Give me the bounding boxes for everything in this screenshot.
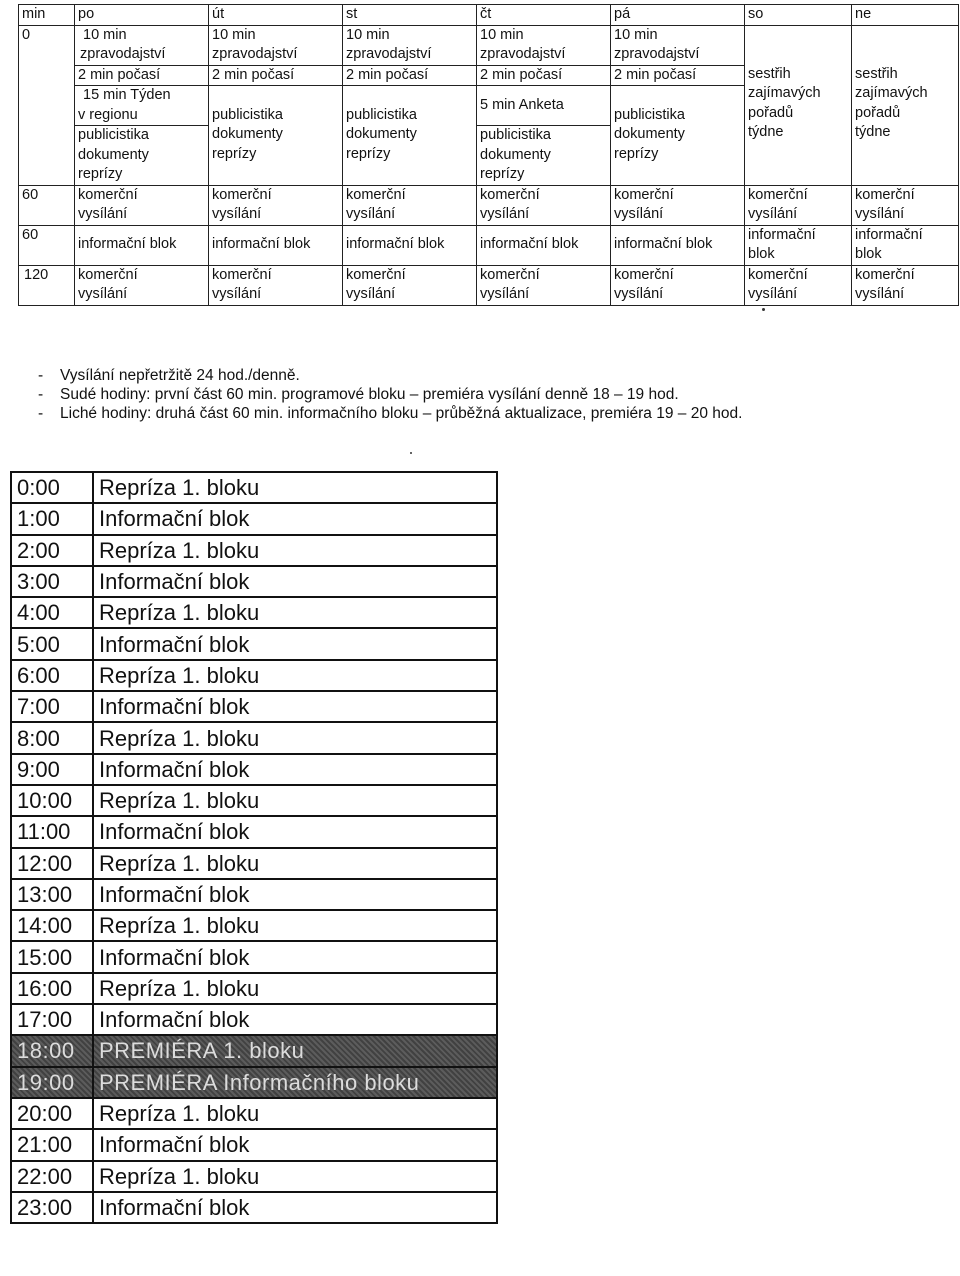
publicistika: publicistika <box>614 106 685 123</box>
commercial-cell <box>611 265 745 305</box>
schedule-time: 18:00 <box>11 1035 93 1066</box>
info-block-cell <box>745 225 852 265</box>
cell-pa-block <box>611 25 745 185</box>
commercial-line2: vysílání <box>855 206 905 222</box>
schedule-label: Informační blok <box>93 754 497 785</box>
weather: 2 min počasí <box>209 66 342 87</box>
news-line1: 10 min <box>480 26 524 43</box>
schedule-label: Repríza 1. bloku <box>93 472 497 503</box>
commercial-cell <box>852 265 959 305</box>
schedule-label: Informační blok <box>93 503 497 534</box>
header-pa: pá <box>611 5 745 26</box>
schedule-label: Repríza 1. bloku <box>93 848 497 879</box>
schedule-time: 14:00 <box>11 910 93 941</box>
schedule-label: Repríza 1. bloku <box>93 535 497 566</box>
schedule-label: Informační blok <box>93 691 497 722</box>
commercial-line2: vysílání <box>614 286 664 302</box>
schedule-row <box>11 1161 497 1192</box>
grid-row-120-commercial <box>19 265 959 305</box>
schedule-row <box>11 566 497 597</box>
news-line2: zpravodajství <box>75 45 208 66</box>
scan-speck <box>410 452 412 454</box>
sestrih-line3: pořadů <box>748 104 794 121</box>
cell-so-block <box>745 25 852 185</box>
info-block-cell <box>852 225 959 265</box>
minute-cell <box>19 25 75 185</box>
commercial-line2: vysílání <box>748 206 798 222</box>
dok-line1: dokumenty <box>346 126 417 142</box>
schedule-row <box>11 785 497 816</box>
commercial-cell <box>477 265 611 305</box>
publicistika: publicistika <box>346 106 417 123</box>
cell-po-block <box>75 25 209 185</box>
schedule-label: Repríza 1. bloku <box>93 910 497 941</box>
schedule-time: 13:00 <box>11 879 93 910</box>
pubdok-line2: dokumenty <box>480 146 551 163</box>
schedule-time: 15:00 <box>11 941 93 972</box>
minute-cell: 60 <box>19 185 75 225</box>
schedule-row <box>11 472 497 503</box>
header-st: st <box>343 5 477 26</box>
commercial-line1: komerční <box>748 266 808 283</box>
sestrih-line2: zajímavých <box>748 85 821 101</box>
commercial-line2: vysílání <box>78 286 128 302</box>
schedule-label: Informační blok <box>93 628 497 659</box>
news-line2: zpravodajství <box>477 45 610 66</box>
schedule-label: Informační blok <box>93 879 497 910</box>
sestrih-line1: sestřih <box>855 65 898 82</box>
daily-schedule-body <box>11 472 497 1223</box>
schedule-row <box>11 910 497 941</box>
schedule-label: Repríza 1. bloku <box>93 1161 497 1192</box>
schedule-time: 11:00 <box>11 816 93 847</box>
cell-ct-block <box>477 25 611 185</box>
commercial-line2: vysílání <box>480 206 530 222</box>
commercial-line2: vysílání <box>212 286 262 302</box>
schedule-row <box>11 1192 497 1223</box>
region-line2: v regionu <box>75 106 208 127</box>
schedule-time: 2:00 <box>11 535 93 566</box>
cell-ne-block <box>852 25 959 185</box>
schedule-label: Repríza 1. bloku <box>93 722 497 753</box>
weather: 2 min počasí <box>611 66 744 87</box>
news-line2: zpravodajství <box>611 45 744 66</box>
commercial-line1: komerční <box>480 266 540 283</box>
schedule-row <box>11 1129 497 1160</box>
cell-ut-block <box>209 25 343 185</box>
info-block-cell: informační blok <box>209 225 343 265</box>
commercial-line1: komerční <box>212 186 272 203</box>
schedule-time: 3:00 <box>11 566 93 597</box>
dok-line1: dokumenty <box>212 126 283 142</box>
news-line2: zpravodajství <box>209 45 342 66</box>
commercial-line2: vysílání <box>480 286 530 302</box>
schedule-row <box>11 722 497 753</box>
commercial-cell <box>75 185 209 225</box>
schedule-time: 12:00 <box>11 848 93 879</box>
schedule-row <box>11 535 497 566</box>
schedule-row <box>11 691 497 722</box>
info-line1: informační <box>855 226 923 243</box>
info-block-cell: informační blok <box>343 225 477 265</box>
dok-line2: reprízy <box>212 145 257 162</box>
commercial-cell <box>611 185 745 225</box>
commercial-line1: komerční <box>748 186 808 203</box>
commercial-line1: komerční <box>614 266 674 283</box>
pubdok-line2: dokumenty <box>78 146 149 163</box>
commercial-line2: vysílání <box>855 286 905 302</box>
schedule-label: Informační blok <box>93 1192 497 1223</box>
commercial-cell <box>745 265 852 305</box>
dok-line2: reprízy <box>346 145 391 162</box>
commercial-line2: vysílání <box>346 206 396 222</box>
news-line1: 10 min <box>614 26 658 43</box>
spacer <box>346 86 476 106</box>
commercial-cell <box>477 185 611 225</box>
schedule-label: Informační blok <box>93 566 497 597</box>
commercial-line1: komerční <box>855 266 915 283</box>
minute-cell: 60 <box>19 225 75 265</box>
schedule-time: 23:00 <box>11 1192 93 1223</box>
info-block-cell: informační blok <box>75 225 209 265</box>
pubdok-line1: publicistika <box>480 127 551 143</box>
schedule-row <box>11 660 497 691</box>
schedule-label: Informační blok <box>93 941 497 972</box>
schedule-label: Repríza 1. bloku <box>93 973 497 1004</box>
info-block-cell: informační blok <box>611 225 745 265</box>
header-ut: út <box>209 5 343 26</box>
header-ne: ne <box>852 5 959 26</box>
commercial-cell <box>209 265 343 305</box>
schedule-row <box>11 816 497 847</box>
sestrih-line4: týdne <box>855 124 891 140</box>
commercial-line2: vysílání <box>212 206 262 222</box>
schedule-row <box>11 754 497 785</box>
grid-row-60-info <box>19 225 959 265</box>
news-line1: 10 min <box>83 26 127 43</box>
header-ct: čt <box>477 5 611 26</box>
publicistika: publicistika <box>212 106 283 123</box>
news-line2: zpravodajství <box>343 45 476 66</box>
commercial-line1: komerční <box>78 186 138 203</box>
header-po: po <box>75 5 209 26</box>
info-line2: blok <box>748 246 775 262</box>
schedule-row <box>11 848 497 879</box>
schedule-time: 19:00 <box>11 1067 93 1098</box>
commercial-cell <box>209 185 343 225</box>
schedule-row <box>11 628 497 659</box>
note-item: - Sudé hodiny: první část 60 min. programové bloku – premiéra vysílání denně 18 – 19 hod. <box>38 385 742 404</box>
commercial-line1: komerční <box>480 186 540 203</box>
header-so: so <box>745 5 852 26</box>
schedule-row-premiere <box>11 1035 497 1066</box>
minute-cell: 120 <box>19 265 75 305</box>
header-min: min <box>19 5 75 26</box>
grid-header-row <box>19 5 959 26</box>
schedule-row <box>11 941 497 972</box>
schedule-row <box>11 879 497 910</box>
schedule-row <box>11 597 497 628</box>
commercial-line1: komerční <box>78 266 138 283</box>
scan-speck <box>762 308 765 311</box>
schedule-time: 22:00 <box>11 1161 93 1192</box>
note-item: - Liché hodiny: druhá část 60 min. informačního bloku – průběžná aktualizace, premiéra 19 – 20 hod. <box>38 404 742 423</box>
pubdok-line1: publicistika <box>78 127 149 143</box>
schedule-row <box>11 1004 497 1035</box>
sestrih-line1: sestřih <box>748 65 791 82</box>
commercial-cell <box>745 185 852 225</box>
spacer <box>855 26 958 65</box>
commercial-line1: komerční <box>212 266 272 283</box>
sestrih-line2: zajímavých <box>855 85 928 101</box>
dok-line1: dokumenty <box>614 126 685 142</box>
commercial-line2: vysílání <box>614 206 664 222</box>
grid-row-0 <box>19 25 959 185</box>
schedule-time: 9:00 <box>11 754 93 785</box>
broadcast-notes <box>38 366 742 423</box>
news-line1: 10 min <box>346 26 390 43</box>
sestrih-line3: pořadů <box>855 104 901 121</box>
schedule-time: 20:00 <box>11 1098 93 1129</box>
schedule-label: Repríza 1. bloku <box>93 660 497 691</box>
schedule-label: PREMIÉRA 1. bloku <box>93 1035 497 1066</box>
schedule-time: 0:00 <box>11 472 93 503</box>
schedule-label: Repríza 1. bloku <box>93 597 497 628</box>
spacer <box>614 86 744 106</box>
schedule-label: Informační blok <box>93 1129 497 1160</box>
commercial-cell <box>852 185 959 225</box>
weather: 2 min počasí <box>343 66 476 87</box>
news-line1: 10 min <box>212 26 256 43</box>
schedule-row <box>11 503 497 534</box>
schedule-label: Informační blok <box>93 816 497 847</box>
pubdok-line3: reprízy <box>78 166 123 182</box>
schedule-time: 7:00 <box>11 691 93 722</box>
commercial-line1: komerční <box>855 186 915 203</box>
schedule-row <box>11 1098 497 1129</box>
sestrih-line4: týdne <box>748 124 784 140</box>
schedule-time: 16:00 <box>11 973 93 1004</box>
pubdok-line3: reprízy <box>480 166 525 182</box>
weather: 2 min počasí <box>477 66 610 87</box>
info-line1: informační <box>748 226 816 243</box>
schedule-time: 21:00 <box>11 1129 93 1160</box>
info-block-cell: informační blok <box>477 225 611 265</box>
dok-line2: reprízy <box>614 145 659 162</box>
commercial-cell <box>343 185 477 225</box>
weekly-program-grid <box>18 4 959 306</box>
daily-schedule-table <box>10 471 498 1224</box>
spacer <box>748 26 851 65</box>
region-line1: 15 min Týden <box>83 87 171 103</box>
schedule-label: PREMIÉRA Informačního bloku <box>93 1067 497 1098</box>
spacer <box>212 86 342 106</box>
anketa: 5 min Anketa <box>477 86 610 126</box>
minute-label: 0 <box>22 26 31 43</box>
schedule-row-premiere <box>11 1067 497 1098</box>
schedule-time: 1:00 <box>11 503 93 534</box>
weather: 2 min počasí <box>75 66 208 87</box>
commercial-line1: komerční <box>346 266 406 283</box>
grid-row-60-commercial <box>19 185 959 225</box>
commercial-cell <box>343 265 477 305</box>
schedule-time: 17:00 <box>11 1004 93 1035</box>
schedule-time: 8:00 <box>11 722 93 753</box>
commercial-cell <box>75 265 209 305</box>
schedule-time: 6:00 <box>11 660 93 691</box>
schedule-label: Repríza 1. bloku <box>93 785 497 816</box>
cell-st-block <box>343 25 477 185</box>
schedule-label: Repríza 1. bloku <box>93 1098 497 1129</box>
commercial-line1: komerční <box>614 186 674 203</box>
info-line2: blok <box>855 246 882 262</box>
schedule-label: Informační blok <box>93 1004 497 1035</box>
commercial-line2: vysílání <box>78 206 128 222</box>
schedule-time: 5:00 <box>11 628 93 659</box>
commercial-line2: vysílání <box>346 286 396 302</box>
schedule-time: 4:00 <box>11 597 93 628</box>
commercial-line2: vysílání <box>748 286 798 302</box>
commercial-line1: komerční <box>346 186 406 203</box>
note-item: - Vysílání nepřetržitě 24 hod./denně. <box>38 366 742 385</box>
schedule-time: 10:00 <box>11 785 93 816</box>
schedule-row <box>11 973 497 1004</box>
